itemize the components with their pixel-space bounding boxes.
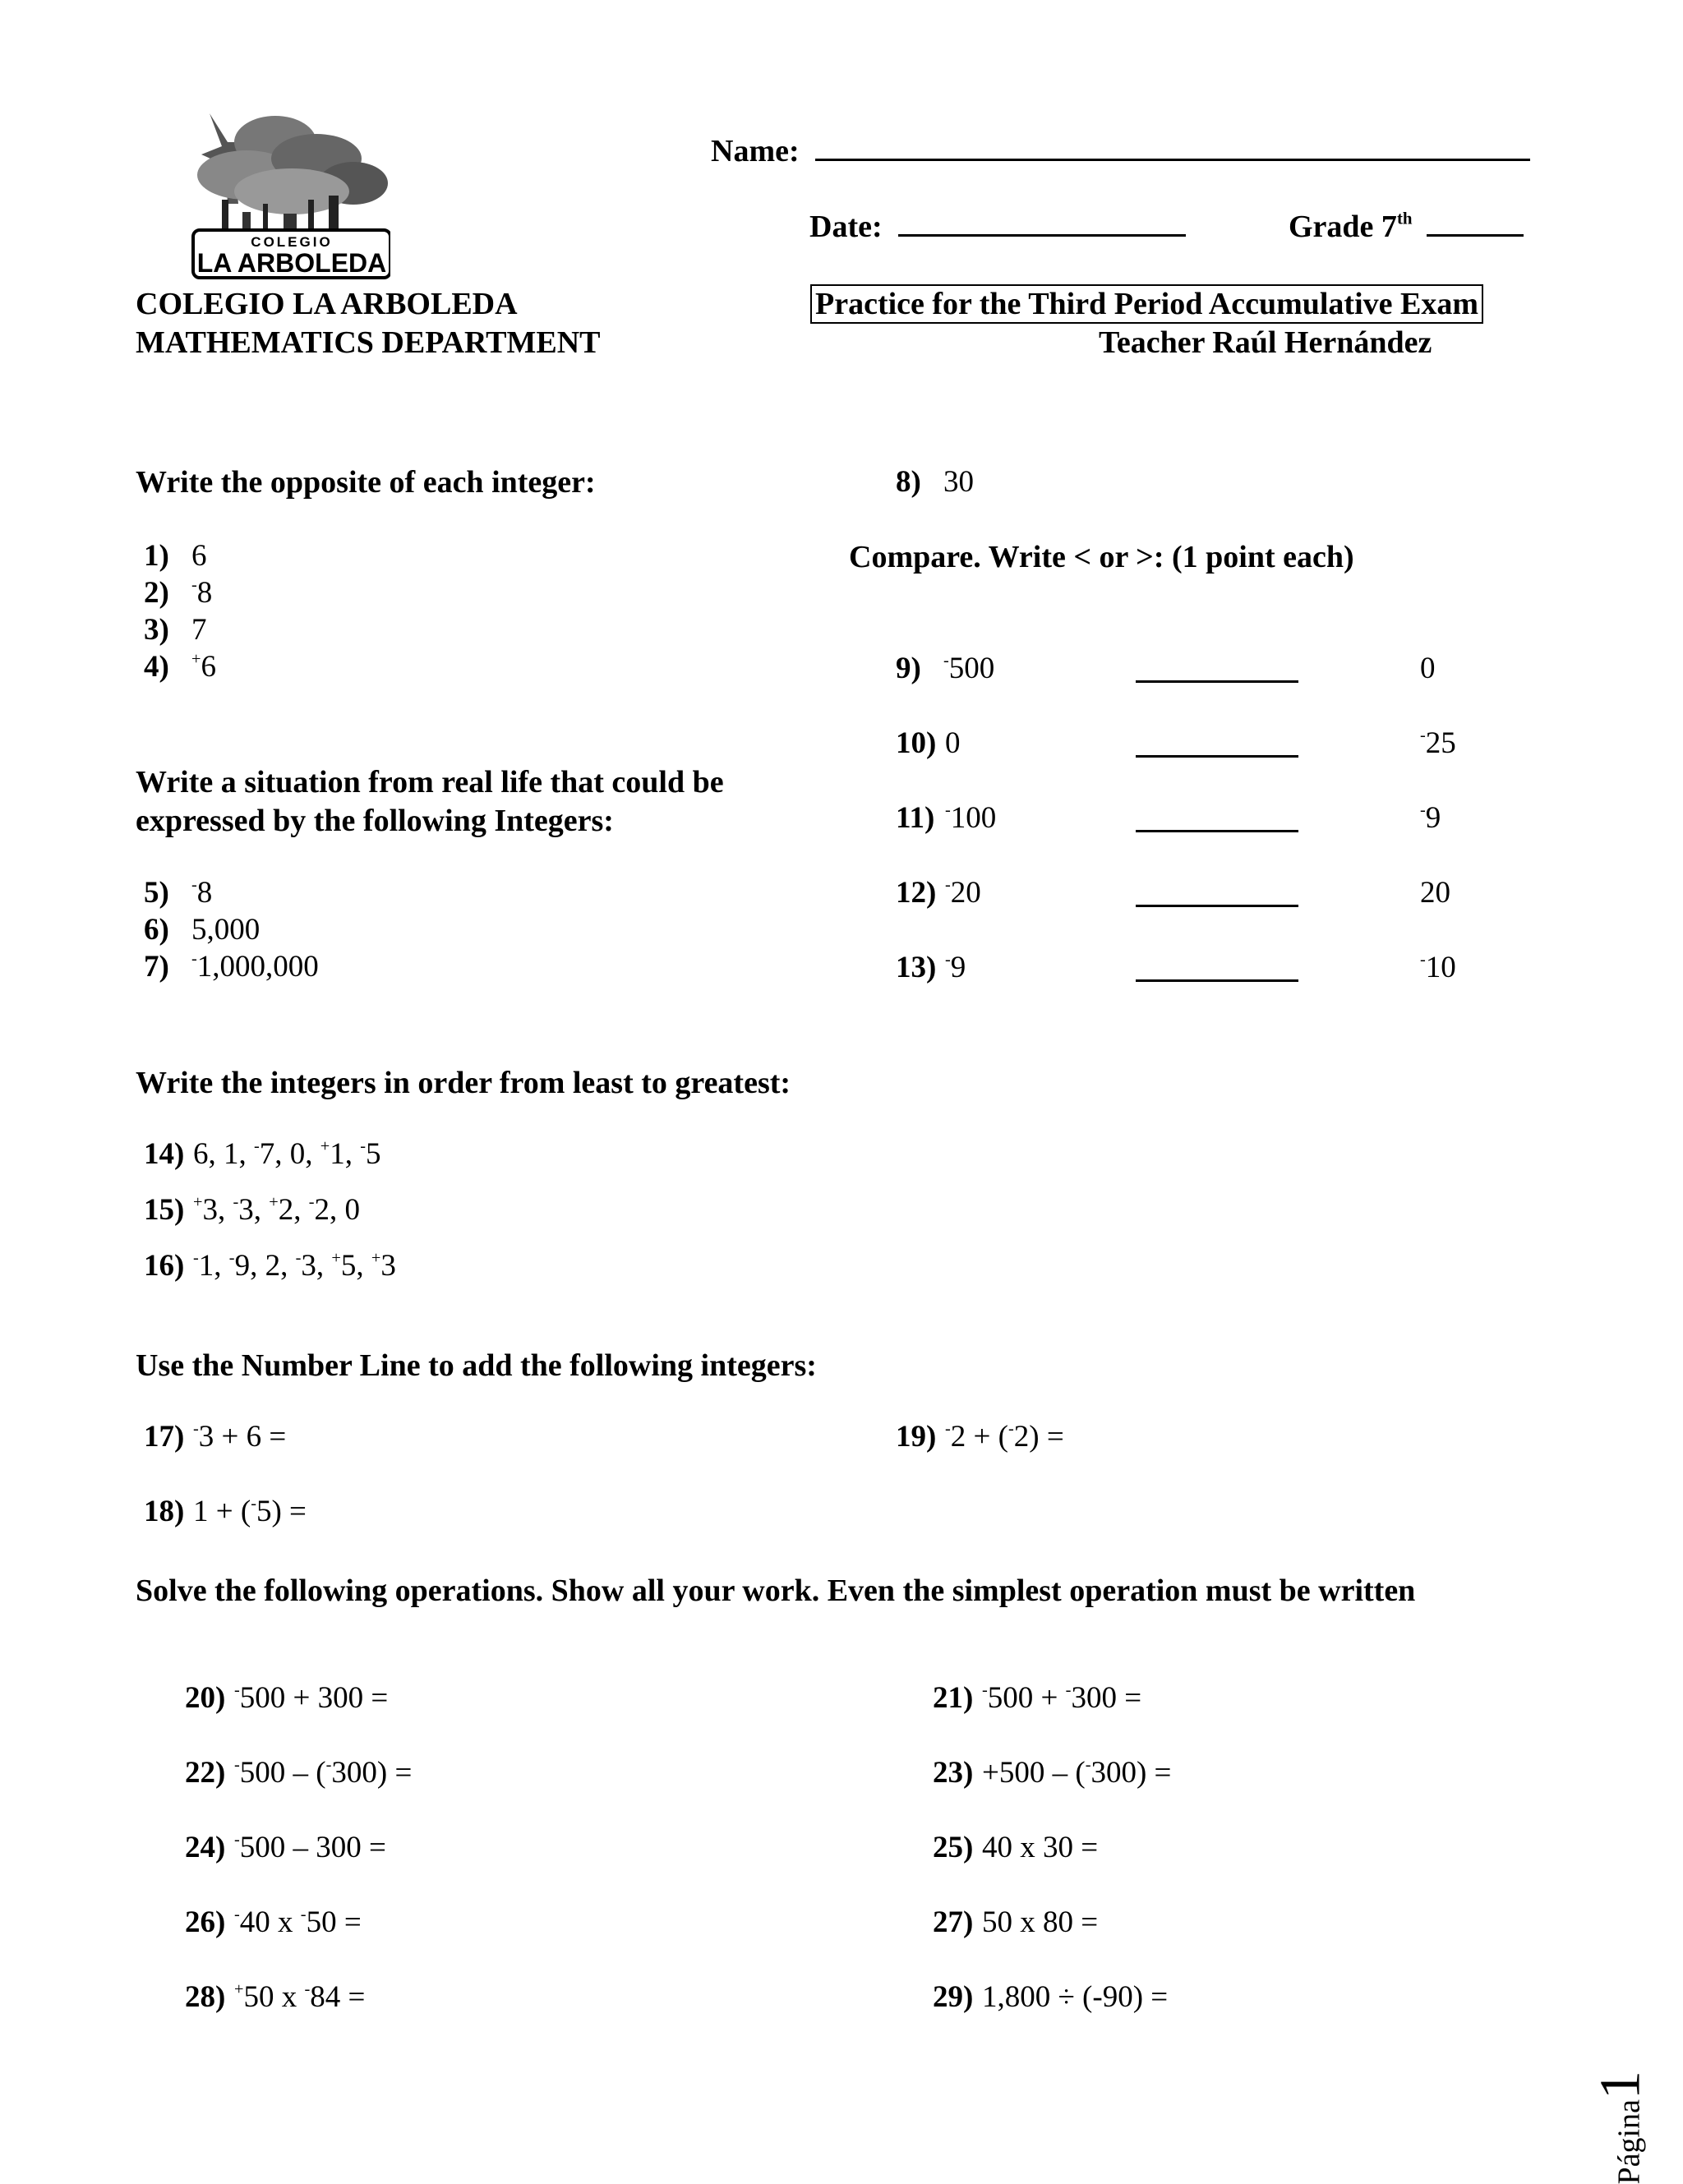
item-number: 10)	[896, 726, 937, 760]
list-item	[144, 612, 207, 647]
item-number: 16)	[144, 1249, 185, 1283]
expression-text: 3 + 6 =	[198, 1420, 287, 1454]
compare-title: Compare. Write < or >: (1 point each)	[849, 540, 1354, 574]
expression-text: 300) =	[331, 1756, 413, 1790]
item-value: 8	[196, 576, 213, 610]
list-item	[933, 1905, 1098, 1940]
item-number: 14)	[144, 1137, 185, 1171]
numberline-title: Use the Number Line to add the following integers:	[136, 1348, 817, 1383]
name-row	[711, 133, 1530, 169]
list-item	[933, 1830, 1098, 1865]
expression-text: 300 =	[1071, 1681, 1142, 1715]
expression-text: 50 x 80 =	[982, 1905, 1099, 1939]
situation-title-line2: expressed by the following Integers:	[136, 804, 614, 838]
list-item	[185, 1755, 412, 1790]
right-value	[1420, 726, 1456, 761]
teacher-name: Teacher Raúl Hernández	[1099, 325, 1432, 360]
left-value: 0	[945, 726, 961, 760]
item-value: 8	[196, 876, 213, 910]
expression-text: 2) =	[1013, 1420, 1064, 1454]
item-number: 11)	[896, 801, 935, 835]
expression-text: 40 x 30 =	[982, 1831, 1099, 1864]
expression-text: 50 =	[306, 1905, 362, 1939]
right-value-text: 9	[1425, 801, 1441, 835]
expression-text: 2,	[265, 1249, 296, 1283]
expression-text: 5	[366, 1137, 381, 1171]
list-item	[896, 1419, 1064, 1454]
page-number-label	[1588, 2071, 1653, 2184]
expression-text: 2 + (	[950, 1420, 1008, 1454]
item-value: 6	[191, 539, 207, 573]
expression-text: +500 – (	[982, 1756, 1086, 1790]
exam-title: Practice for the Third Period Accumulative Exam	[810, 284, 1483, 324]
sign-mark: -	[300, 1905, 307, 1924]
list-item	[185, 1830, 386, 1865]
situation-title-line1: Write a situation from real life that could be	[136, 765, 724, 799]
expression-text: 50 x	[243, 1980, 305, 2014]
item-number: 20)	[185, 1681, 226, 1715]
item-value: 1,000,000	[196, 950, 319, 984]
expression-text: 1,800 ÷ (-90) =	[982, 1980, 1169, 2014]
item-number: 21)	[933, 1681, 974, 1715]
list-item	[144, 1248, 396, 1283]
item-number: 29)	[933, 1980, 974, 2014]
sign-mark: -	[191, 575, 197, 594]
item-number: 22)	[185, 1756, 226, 1790]
sign-mark: +	[320, 1136, 330, 1155]
item-number: 8)	[896, 465, 921, 499]
list-item	[896, 950, 966, 985]
sign-mark: -	[234, 1755, 240, 1774]
name-blank[interactable]	[815, 159, 1530, 161]
item-value: 30	[943, 465, 974, 499]
sign-mark: -	[193, 1248, 199, 1267]
sign-mark: -	[982, 1680, 988, 1699]
item-value: 6	[201, 650, 216, 684]
list-item	[896, 464, 974, 500]
school-logo	[177, 97, 390, 279]
expression-text: 3	[380, 1249, 396, 1283]
department-name: MATHEMATICS DEPARTMENT	[136, 325, 601, 360]
grade-blank[interactable]	[1427, 234, 1524, 237]
expression-text: 1,	[330, 1137, 361, 1171]
expression-text: 500 +	[987, 1681, 1066, 1715]
answer-blank[interactable]	[1136, 680, 1298, 683]
item-number: 3)	[144, 613, 169, 647]
right-value	[1420, 800, 1441, 836]
list-item	[896, 875, 981, 910]
right-value-text: 20	[1420, 876, 1450, 910]
right-value-text: 25	[1425, 726, 1456, 760]
operations-title: Solve the following operations. Show all your work. Even the simplest operation must be written	[136, 1573, 1416, 1608]
sign-mark: +	[371, 1248, 381, 1267]
sign-mark: +	[269, 1192, 279, 1211]
left-value: 100	[950, 801, 997, 835]
sign-mark: -	[945, 800, 951, 819]
answer-blank[interactable]	[1136, 905, 1298, 907]
page-number: 1	[1588, 2071, 1652, 2099]
list-item	[185, 1979, 365, 2015]
expression-text: 3,	[202, 1193, 233, 1227]
item-number: 23)	[933, 1756, 974, 1790]
item-number: 26)	[185, 1905, 226, 1939]
list-item	[144, 1494, 307, 1529]
list-item	[933, 1755, 1171, 1790]
expression-text: 0,	[289, 1137, 320, 1171]
expression-text: 9,	[234, 1249, 265, 1283]
name-label: Name:	[711, 134, 800, 168]
date-blank[interactable]	[898, 234, 1186, 237]
sign-mark: -	[304, 1979, 311, 1998]
item-number: 24)	[185, 1831, 226, 1864]
sign-mark: -	[191, 875, 197, 894]
expression-text: 2,	[314, 1193, 345, 1227]
list-item	[144, 1136, 381, 1172]
list-item	[144, 912, 260, 947]
expression-text: 500 – (	[239, 1756, 326, 1790]
sign-mark: +	[234, 1979, 244, 1998]
sign-mark: -	[1085, 1755, 1091, 1774]
opposite-title: Write the opposite of each integer:	[136, 465, 596, 500]
expression-text: 5) =	[256, 1495, 307, 1528]
expression-text: 0	[344, 1193, 361, 1227]
order-title: Write the integers in order from least to greatest:	[136, 1066, 791, 1100]
item-number: 1)	[144, 539, 169, 573]
sign-mark: -	[308, 1192, 315, 1211]
sign-mark: -	[1420, 726, 1426, 744]
date-label: Date:	[809, 210, 883, 244]
sign-mark: -	[295, 1248, 302, 1267]
sign-mark: -	[945, 1419, 951, 1438]
sign-mark: -	[1065, 1680, 1072, 1699]
expression-text: 40 x	[239, 1905, 301, 1939]
sign-mark: -	[1007, 1419, 1014, 1438]
list-item	[144, 538, 207, 574]
sign-mark: -	[943, 651, 949, 670]
list-item	[185, 1905, 362, 1940]
item-number: 19)	[896, 1420, 937, 1454]
grade-row	[1289, 209, 1524, 245]
expression-text: 2,	[278, 1193, 309, 1227]
item-value: 7	[191, 613, 207, 647]
sign-mark: -	[193, 1419, 199, 1438]
sign-mark: +	[193, 1192, 203, 1211]
expression-text: 7,	[259, 1137, 290, 1171]
school-name: COLEGIO LA ARBOLEDA	[136, 287, 518, 321]
sign-mark: -	[191, 949, 197, 968]
grade-sup: th	[1396, 208, 1413, 228]
expression-text: 1,	[224, 1137, 254, 1171]
expression-text: 1,	[198, 1249, 229, 1283]
expression-text: 5,	[340, 1249, 371, 1283]
left-value: 9	[950, 951, 966, 984]
left-value: 20	[950, 876, 981, 910]
item-number: 6)	[144, 913, 169, 947]
right-value	[1420, 651, 1436, 686]
item-number: 9)	[896, 652, 921, 685]
item-number: 2)	[144, 576, 169, 610]
expression-text: 84 =	[310, 1980, 366, 2014]
expression-text: 500 + 300 =	[239, 1681, 389, 1715]
right-value-text: 0	[1420, 652, 1436, 685]
left-value: 500	[948, 652, 995, 685]
list-item	[933, 1680, 1141, 1716]
item-number: 27)	[933, 1905, 974, 1939]
list-item	[144, 875, 212, 910]
list-item	[144, 575, 212, 611]
right-value-text: 10	[1425, 951, 1456, 984]
expression-text: 500 – 300 =	[239, 1831, 386, 1864]
sign-mark: -	[254, 1136, 260, 1155]
sign-mark: -	[234, 1830, 240, 1849]
sign-mark: -	[1420, 950, 1426, 969]
page-word: Página	[1612, 2099, 1646, 2184]
list-item	[144, 1192, 360, 1228]
item-value: 5,000	[191, 913, 261, 947]
list-item	[896, 800, 996, 836]
expression-text: 3,	[238, 1193, 270, 1227]
item-number: 15)	[144, 1193, 185, 1227]
date-row	[809, 209, 1186, 245]
sign-mark: +	[331, 1248, 341, 1267]
right-value	[1420, 950, 1456, 985]
item-number: 13)	[896, 951, 937, 984]
sign-mark: -	[251, 1494, 256, 1513]
sign-mark: -	[234, 1680, 240, 1699]
expression-text: 3,	[301, 1249, 332, 1283]
list-item	[144, 1419, 286, 1454]
list-item	[144, 949, 319, 984]
sign-mark: -	[228, 1248, 235, 1267]
right-value	[1420, 875, 1450, 910]
logo-bottom-text: LA ARBOLEDA	[196, 248, 387, 278]
sign-mark: -	[234, 1905, 240, 1924]
item-number: 12)	[896, 876, 937, 910]
sign-mark: -	[325, 1755, 332, 1774]
sign-mark: -	[233, 1192, 239, 1211]
item-number: 25)	[933, 1831, 974, 1864]
list-item	[144, 649, 216, 684]
item-number: 28)	[185, 1980, 226, 2014]
item-number: 5)	[144, 876, 169, 910]
sign-mark: -	[360, 1136, 367, 1155]
answer-blank[interactable]	[1136, 979, 1298, 982]
sign-mark: -	[1420, 800, 1426, 819]
item-number: 4)	[144, 650, 169, 684]
list-item	[933, 1979, 1168, 2015]
expression-text: 300) =	[1090, 1756, 1172, 1790]
sign-mark: +	[191, 649, 201, 668]
list-item	[185, 1680, 388, 1716]
expression-text: 6,	[193, 1137, 224, 1171]
sign-mark: -	[945, 950, 951, 969]
answer-blank[interactable]	[1136, 830, 1298, 832]
list-item	[896, 651, 994, 686]
item-number: 7)	[144, 950, 169, 984]
item-number: 17)	[144, 1420, 185, 1454]
grade-label: Grade 7	[1289, 210, 1397, 244]
item-number: 18)	[144, 1495, 185, 1528]
answer-blank[interactable]	[1136, 755, 1298, 758]
expression-text: 1 + (	[193, 1495, 251, 1528]
list-item	[896, 726, 961, 761]
sign-mark: -	[945, 875, 951, 894]
logo-top-text: COLEGIO	[251, 234, 333, 250]
